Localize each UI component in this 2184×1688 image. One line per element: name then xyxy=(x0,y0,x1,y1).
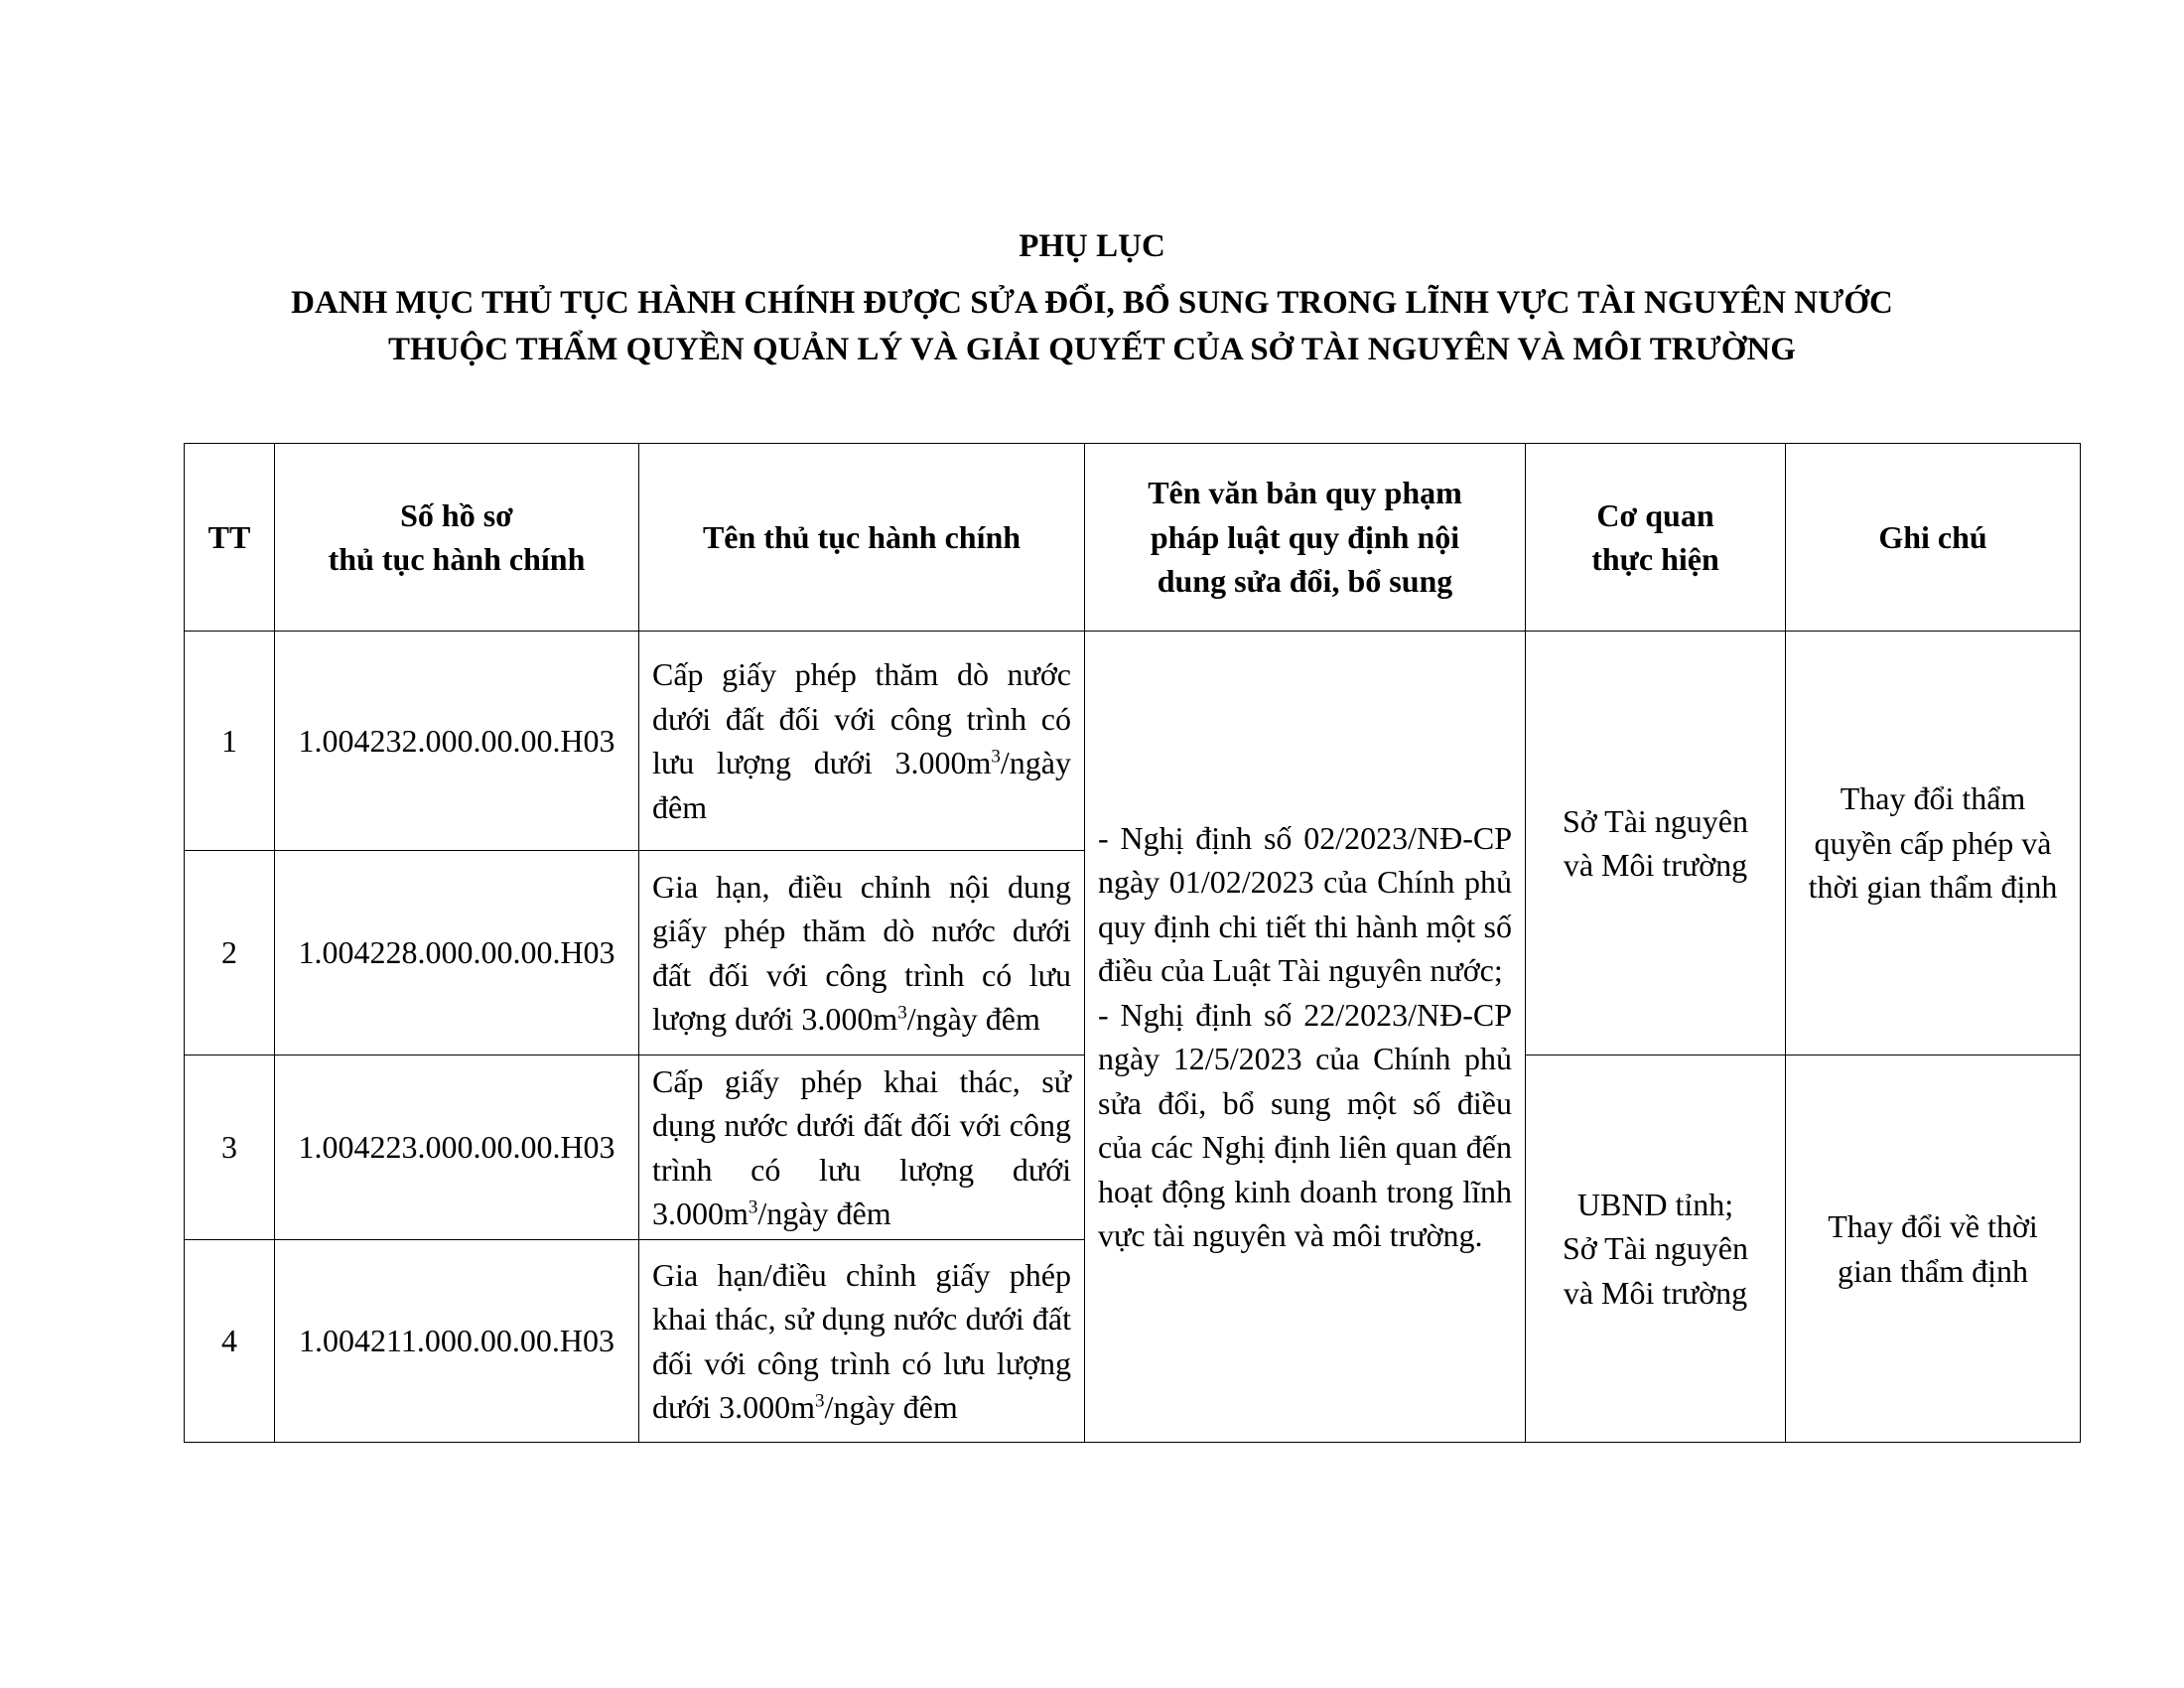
row-number: 4 xyxy=(185,1240,275,1443)
procedure-code: 1.004211.000.00.00.H03 xyxy=(275,1240,639,1443)
procedure-code: 1.004223.000.00.00.H03 xyxy=(275,1055,639,1240)
procedure-code: 1.004232.000.00.00.H03 xyxy=(275,632,639,851)
note-cell xyxy=(1786,632,2081,1055)
procedure-name-text: Cấp giấy phép khai thác, sử dụng nước dưới đất đối với công trình có lưu lượng dưới 3.000m xyxy=(652,1062,1071,1231)
header-procedure-code xyxy=(275,444,639,632)
procedure-code: 1.004228.000.00.00.H03 xyxy=(275,851,639,1055)
procedure-name xyxy=(639,1240,1085,1443)
note-line: thời gian thẩm định xyxy=(1808,869,2058,906)
note-line: quyền cấp phép và xyxy=(1814,824,2052,861)
procedures-table xyxy=(184,443,2081,1443)
agency-cell xyxy=(1526,1055,1786,1443)
row-number: 3 xyxy=(185,1055,275,1240)
header-legal-line: pháp luật quy định nội xyxy=(1150,518,1460,555)
note-line: Thay đổi thẩm xyxy=(1840,780,2026,817)
header-code-line: Số hồ sơ xyxy=(400,496,513,533)
legal-basis-cell xyxy=(1085,632,1526,1443)
procedure-name-unit: /ngày đêm xyxy=(652,745,1071,825)
header-note: Ghi chú xyxy=(1786,444,2081,632)
superscript: 3 xyxy=(815,1390,825,1412)
agency-line: và Môi trường xyxy=(1563,847,1748,883)
procedure-name-unit: /ngày đêm xyxy=(906,1001,1040,1037)
appendix-title: PHỤ LỤC xyxy=(1019,228,1165,264)
procedure-name xyxy=(639,632,1085,851)
procedure-name-unit: /ngày đêm xyxy=(824,1389,958,1425)
header-legal-line: Tên văn bản quy phạm xyxy=(1148,475,1462,511)
row-number: 1 xyxy=(185,632,275,851)
procedure-name-text: Cấp giấy phép thăm dò nước dưới đất đối với công trình có lưu lượng dưới 3.000m xyxy=(652,656,1071,780)
note-cell xyxy=(1786,1055,2081,1443)
note-line: gian thẩm định xyxy=(1838,1252,2028,1289)
superscript: 3 xyxy=(991,746,1001,768)
header-tt: TT xyxy=(185,444,275,632)
header-agency-line: Cơ quan xyxy=(1596,496,1714,533)
superscript: 3 xyxy=(897,1002,907,1024)
appendix-subtitle-line-2: THUỘC THẨM QUYỀN QUẢN LÝ VÀ GIẢI QUYẾT CỦA SỞ TÀI NGUYÊN VÀ MÔI TRƯỜNG xyxy=(388,332,1796,367)
legal-basis-item: - Nghị định số 22/2023/NĐ-CP ngày 12/5/2023 của Chính phủ sửa đổi, bổ sung một số điều của các Nghị định liên quan đến hoạt động kinh doanh trong lĩnh vực tài nguyên và môi trường. xyxy=(1098,996,1512,1253)
agency-line: và Môi trường xyxy=(1563,1274,1748,1311)
agency-cell xyxy=(1526,632,1786,1055)
header-agency-line: thực hiện xyxy=(1591,541,1719,577)
header-legal-document xyxy=(1085,444,1526,632)
table-row xyxy=(185,632,2081,851)
agency-line: Sở Tài nguyên xyxy=(1563,802,1748,839)
header-procedure-name: Tên thủ tục hành chính xyxy=(639,444,1085,632)
agency-line: UBND tỉnh; xyxy=(1576,1186,1734,1222)
header-code-line: thủ tục hành chính xyxy=(328,541,586,577)
procedure-name-unit: /ngày đêm xyxy=(757,1196,891,1231)
procedure-name xyxy=(639,851,1085,1055)
table-header-row xyxy=(185,444,2081,632)
procedure-name-text: Gia hạn, điều chỉnh nội dung giấy phép thăm dò nước dưới đất đối với công trình có lưu lượng dưới 3.000m xyxy=(652,868,1071,1037)
header-legal-line: dung sửa đổi, bổ sung xyxy=(1157,563,1453,600)
row-number: 2 xyxy=(185,851,275,1055)
header-agency xyxy=(1526,444,1786,632)
procedure-name xyxy=(639,1055,1085,1240)
note-line: Thay đổi về thời xyxy=(1828,1208,2038,1244)
agency-line: Sở Tài nguyên xyxy=(1563,1230,1748,1267)
superscript: 3 xyxy=(748,1196,758,1218)
appendix-subtitle-line-1: DANH MỤC THỦ TỤC HÀNH CHÍNH ĐƯỢC SỬA ĐỔI, BỔ SUNG TRONG LĨNH VỰC TÀI NGUYÊN NƯỚC xyxy=(291,285,1893,321)
procedure-name-text: Gia hạn/điều chỉnh giấy phép khai thác, sử dụng nước dưới đất đối với công trình có lưu lượng dưới 3.000m xyxy=(652,1256,1071,1425)
legal-basis-item: - Nghị định số 02/2023/NĐ-CP ngày 01/02/2023 của Chính phủ quy định chi tiết thi hành một số điều của Luật Tài nguyên nước; xyxy=(1098,819,1512,988)
